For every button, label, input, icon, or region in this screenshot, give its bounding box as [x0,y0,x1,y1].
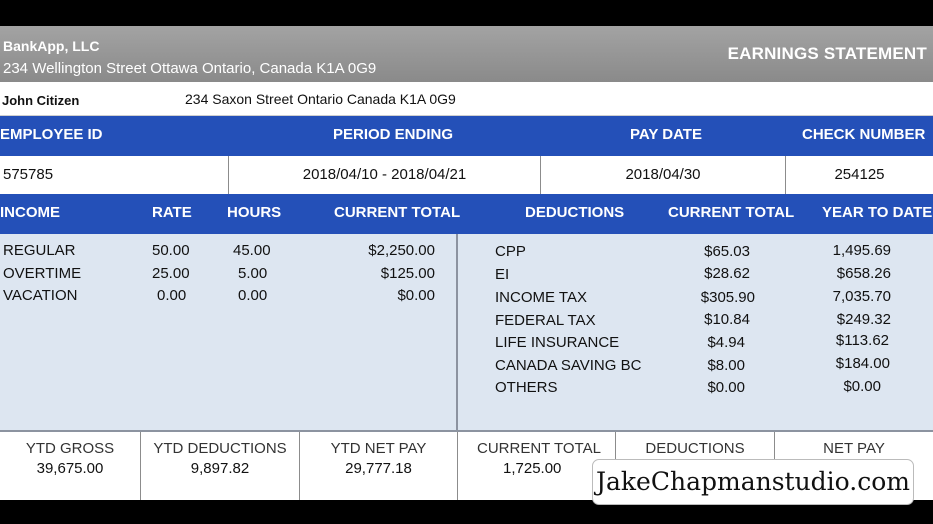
deduction-label: INCOME TAX [495,289,587,306]
income-label: OVERTIME [3,265,82,282]
net-pay-label: NET PAY [823,440,885,457]
check-number-value: 254125 [834,166,885,183]
employee-address: 234 Saxon Street Ontario Canada K1A 0G9 [185,91,456,107]
deduction-current: $4.94 [707,334,745,351]
company-name: BankApp, LLC [3,38,100,54]
deduction-ytd: $113.62 [835,332,889,349]
period-ending-value: 2018/04/10 - 2018/04/21 [229,156,541,194]
income-hours: 0.00 [238,287,268,304]
deduction-ytd: 1,495.69 [832,242,891,259]
period-ending-header: PERIOD ENDING [333,126,454,143]
deduction-label: EI [495,266,510,283]
year-to-date-header: YEAR TO DATE [822,204,933,221]
deduction-ytd: $658.26 [836,265,891,282]
employee-name: John Citizen [2,93,80,108]
ytd-deductions-label: YTD DEDUCTIONS [153,440,287,457]
income-total: $125.00 [380,265,435,282]
current-total-label: CURRENT TOTAL [477,440,601,457]
pay-date-value: 2018/04/30 [541,156,786,194]
employee-id-value: 575785 [0,156,229,194]
income-total: $2,250.00 [368,242,435,259]
ytd-net-pay-cell [300,432,458,500]
deduction-label: OTHERS [495,379,558,396]
income-rate: 0.00 [157,287,187,304]
deduction-label: CANADA SAVING BC [495,357,642,374]
income-current-total-header: CURRENT TOTAL [334,204,461,221]
ytd-deductions-value: 9,897.82 [190,460,250,477]
deduction-ytd: $0.00 [843,378,881,395]
deduction-current: $10.84 [704,311,750,328]
employee-id-header: EMPLOYEE ID [0,126,103,143]
ytd-gross-label: YTD GROSS [25,440,115,457]
deduction-label: LIFE INSURANCE [495,334,620,351]
deduction-label: FEDERAL TAX [495,312,596,329]
company-address: 234 Wellington Street Ottawa Ontario, Canada K1A 0G9 [3,60,377,77]
deduction-current: $0.00 [707,379,745,396]
ytd-net-pay-value: 29,777.18 [345,460,412,477]
deduction-current: $8.00 [707,357,745,374]
ytd-gross-value: 39,675.00 [36,460,104,477]
deductions-summary-label: DEDUCTIONS [645,440,745,457]
earnings-detail-panel [0,234,933,430]
statement-title: EARNINGS STATEMENT [727,44,927,63]
id-values-row [0,156,933,194]
deduction-current: $305.90 [700,289,755,306]
watermark: JakeChapmanstudio.com [592,459,914,505]
deduction-current: $65.03 [704,243,750,260]
deduction-ytd: $184.00 [835,355,890,372]
ytd-net-pay-label: YTD NET PAY [330,440,427,457]
deductions-current-total-header: CURRENT TOTAL [668,204,795,221]
deduction-current: $28.62 [704,265,750,282]
hours-header: HOURS [227,204,282,221]
top-frame [0,0,933,26]
pay-date-header: PAY DATE [630,126,702,143]
income-rate: 50.00 [152,242,190,259]
income-label: VACATION [3,287,78,304]
income-header: INCOME [0,204,60,221]
ytd-deductions-cell [141,432,300,500]
income-total: $0.00 [397,287,435,304]
deduction-ytd: $249.32 [836,311,891,328]
deduction-ytd: 7,035.70 [832,288,891,305]
detail-header-bar [0,194,933,234]
employee-info-row [0,82,933,116]
current-total-value: 1,725.00 [503,460,562,477]
deduction-label: CPP [495,243,526,260]
income-hours: 5.00 [238,265,268,282]
check-number-header: CHECK NUMBER [802,126,926,143]
income-rate: 25.00 [152,265,190,282]
id-header-bar [0,116,933,156]
detail-divider [456,234,458,430]
deductions-header: DEDUCTIONS [525,204,625,221]
income-label: REGULAR [3,242,76,259]
income-hours: 45.00 [233,242,271,259]
statement-header [0,26,933,82]
rate-header: RATE [152,204,192,221]
ytd-gross-cell [0,432,141,500]
